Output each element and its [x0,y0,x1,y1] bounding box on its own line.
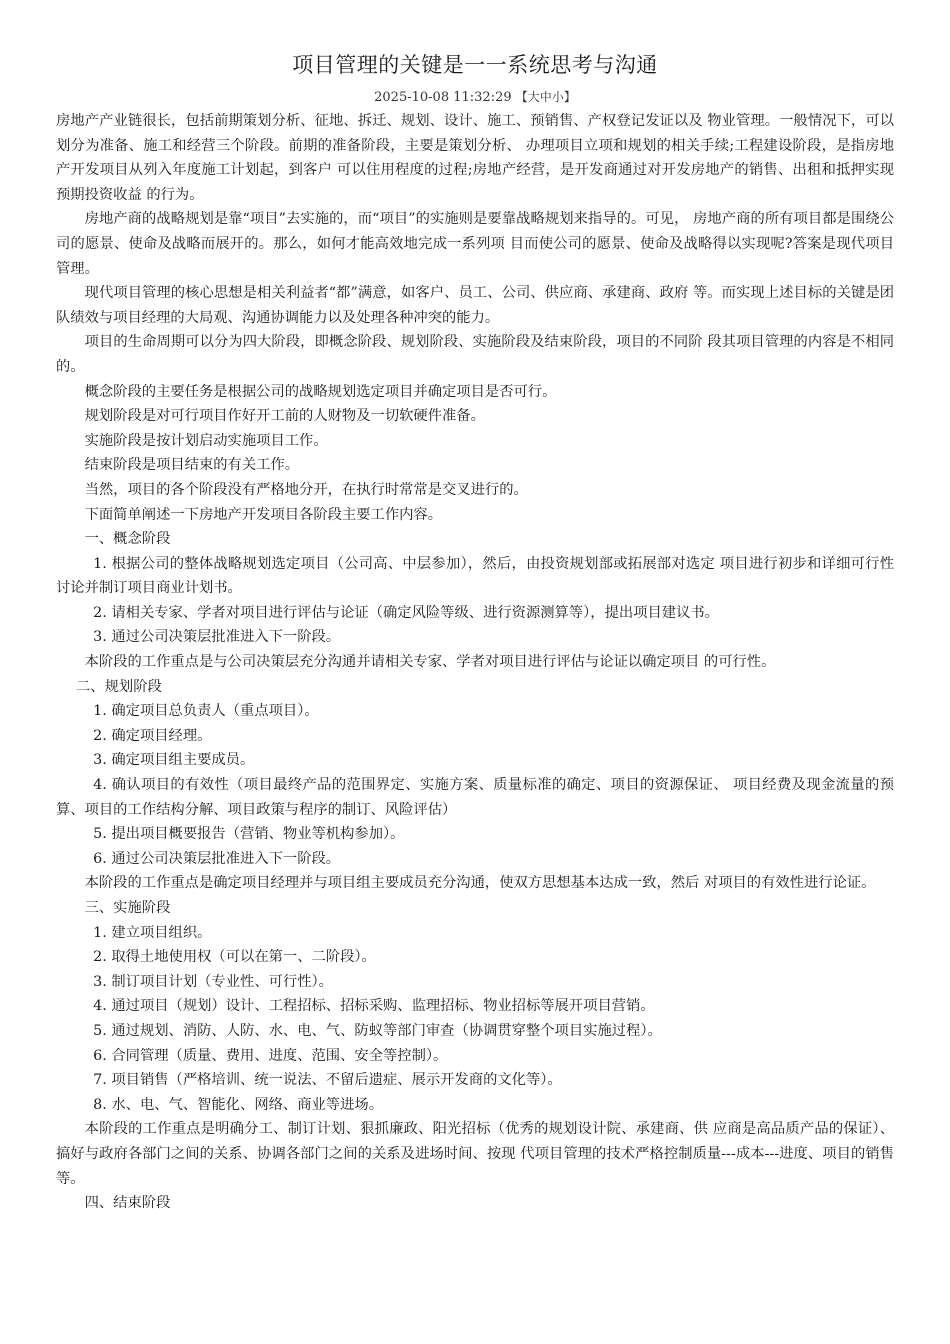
list-item: 2. 确定项目经理。 [93,727,212,744]
list-item: 1. 建立项目组织。 [93,924,212,941]
article-meta [56,86,894,109]
paragraph: 实施阶段是按计划启动实施项目工作。 [84,432,328,449]
list-item: 1. 确定项目总负责人（重点项目）。 [93,703,319,720]
paragraph: 概念阶段的主要任务是根据公司的战略规划选定项目并确定项目是否可行。 [84,383,557,400]
article-title: 项目管理的关键是一一系统思考与沟通 [292,53,658,77]
paragraph: 规划阶段是对可行项目作好开工前的人财物及一切软硬件准备。 [84,408,485,425]
font-size-small-link[interactable]: 小 [551,90,564,104]
paragraph: 现代项目管理的核心思想是相关利益者“都”满意，如客户、员工、公司、供应商、承建商、政府 等。而实现上述目标的关键是团队绩效与项目经理的大局观、沟通协调能力以及处理各种冲突的能力。 [56,285,894,326]
paragraph: 项目的生命周期可以分为四大阶段，即概念阶段、规划阶段、实施阶段及结束阶段，项目的不同阶 段其项目管理的内容是不相同的。 [56,334,894,375]
font-size-large-link[interactable]: 大 [527,90,540,104]
article [56,48,894,1216]
section-summary: 本阶段的工作重点是明确分工、制订计划、狠抓廉政、阳光招标（优秀的规划设计院、承建商、供 应商是高品质产品的保证）、搞好与政府各部门之间的关系、协调各部门之间的关系及进场时间、按现 代项目管理的技术严格控制质量---成本---进度、项目的销售等。 [56,1121,894,1187]
paragraph: 当然，项目的各个阶段没有严格地分开，在执行时常常是交叉进行的。 [84,481,528,498]
list-item: 3. 确定项目组主要成员。 [93,752,255,769]
list-item: 6. 合同管理（质量、费用、进度、范围、安全等控制）。 [93,1047,448,1064]
section-summary: 本阶段的工作重点是确定项目经理并与项目组主要成员充分沟通，使双方思想基本达成一致，然后 对项目的有效性进行论证。 [84,875,876,892]
publish-datetime: 2025-10-08 11:32:29 [374,90,512,105]
list-item: 1. 根据公司的整体战略规划选定项目（公司高、中层参加），然后，由投资规划部或拓展部对选定 项目进行初步和详细可行性讨论并制订项目商业计划书。 [56,555,894,597]
size-bracket-open: 【 [515,90,528,104]
section-heading: 一、概念阶段 [84,531,171,548]
size-bracket-close: 】 [563,90,576,104]
section-summary: 本阶段的工作重点是与公司决策层充分沟通并请相关专家、学者对项目进行评估与论证以确定项目 的可行性。 [84,654,776,671]
list-item: 5. 提出项目概要报告（营销、物业等机构参加）。 [93,826,405,843]
article-body [56,109,894,1216]
list-item: 4. 确认项目的有效性（项目最终产品的范围界定、实施方案、质量标准的确定、项目的资源保证、 项目经费及现金流量的预算、项目的工作结构分解、项目政策与程序的制订、风险评估） [56,777,894,818]
list-item: 7. 项目销售（严格培训、统一说法、不留后遗症、展示开发商的文化等）。 [93,1072,562,1089]
paragraph: 房地产商的战略规划是靠“项目”去实施的，而“项目”的实施则是要靠战略规划来指导的。可见， 房地产商的所有项目都是围绕公司的愿景、使命及战略而展开的。那么，如何才能高效地完成一系列项 目而使公司的愿景、使命及战略得以实现呢?答案是现代项目管理。 [56,211,894,277]
list-item: 2. 取得土地使用权（可以在第一、二阶段）。 [93,949,376,966]
list-item: 5. 通过规划、消防、人防、水、电、气、防蚁等部门审查（协调贯穿整个项目实施过程）。 [93,1022,662,1039]
list-item: 3. 通过公司决策层批准进入下一阶段。 [93,629,341,646]
section-heading: 三、实施阶段 [84,900,171,916]
paragraph: 下面简单阐述一下房地产开发项目各阶段主要工作内容。 [84,506,443,523]
list-item: 4. 通过项目（规划）设计、工程招标、招标采购、监理招标、物业招标等展开项目营销。 [93,998,655,1015]
section-heading: 四、结束阶段 [84,1195,171,1212]
paragraph: 结束阶段是项目结束的有关工作。 [84,457,300,474]
section-heading: 二、规划阶段 [76,678,162,695]
list-item: 2. 请相关专家、学者对项目进行评估与论证（确定风险等级、进行资源测算等），提出项目建议书。 [93,604,719,621]
list-item: 8. 水、电、气、智能化、网络、商业等进场。 [93,1096,383,1113]
paragraph: 房地产产业链很长，包括前期策划分析、征地、拆迁、规划、设计、施工、预销售、产权登记发证以及 物业管理。一般情况下，可以划分为准备、施工和经营三个阶段。前期的准备阶段，主要是策划分析、 办理项目立项和规划的相关手续;工程建设阶段，是指房地产开发项目从列入年度施工计划起，到客户 可以住用程度的过程;房地产经营，是开发商通过对开发房地产的销售、出租和抵押实现预期投资收益 的行为。 [56,113,894,203]
font-size-medium-link[interactable]: 中 [539,90,552,104]
font-size-switcher [516,90,576,104]
list-item: 6. 通过公司决策层批准进入下一阶段。 [93,850,341,867]
list-item: 3. 制订项目计划（专业性、可行性）。 [93,973,333,990]
